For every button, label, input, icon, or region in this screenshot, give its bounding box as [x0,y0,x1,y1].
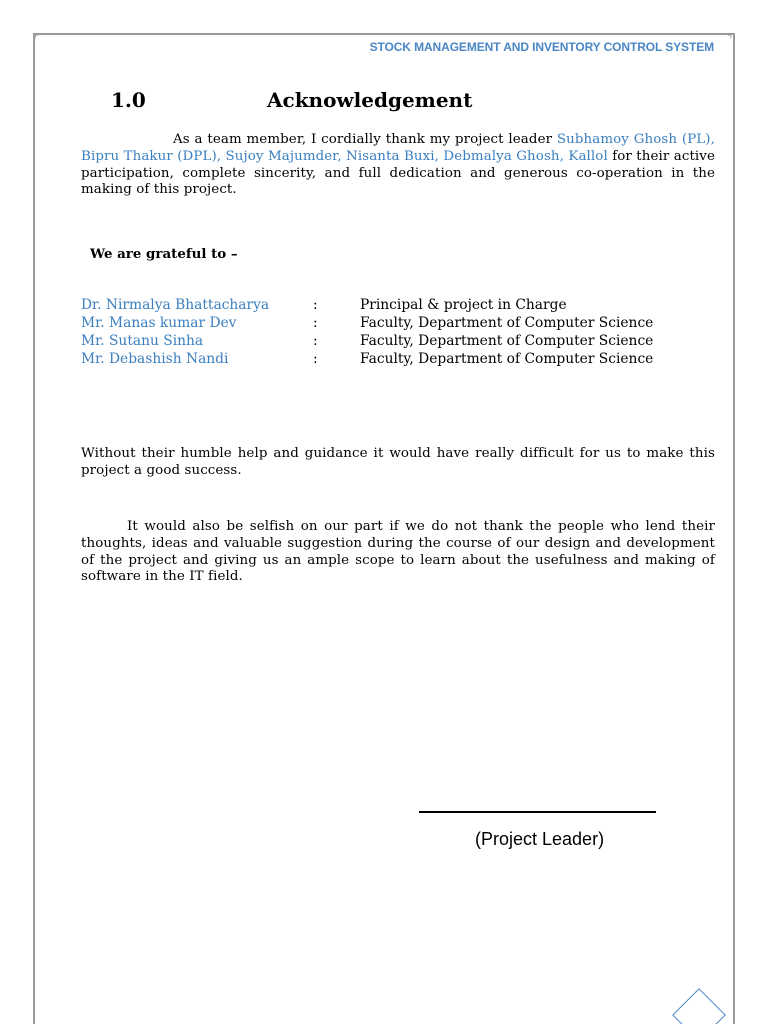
thanks-text: It would also be selfish on our part if we do not thank the people who lend their thoughts, ideas and valuable suggestion during the course of our design and development of the project and giving us an ample scope to learn about the usefulness and making of software in the IT field. [81,519,715,585]
person-row [81,332,721,350]
running-header: STOCK MANAGEMENT AND INVENTORY CONTROL SYSTEM [369,40,714,54]
person-separator: : [313,351,318,367]
person-name: Mr. Debashish Nandi [81,351,229,367]
person-separator: : [313,315,318,331]
person-role: Faculty, Department of Computer Science [360,333,654,349]
person-name: Mr. Manas kumar Dev [81,315,237,331]
intro-text-after: for their active participation, complete sincerity, and full dedication and generous co-operation in the making of this project. [81,148,715,198]
acknowledged-people-list [81,296,721,368]
intro-paragraph [81,132,715,199]
person-role: Faculty, Department of Computer Science [360,351,654,367]
signature-line [419,811,656,813]
corner-mark-right: ⌝ [727,33,733,46]
person-name: Dr. Nirmalya Bhattacharya [81,297,270,313]
thanks-paragraph [81,519,715,586]
intro-text-before: As a team member, I cordially thank my project leader [173,132,557,147]
person-separator: : [313,333,318,349]
person-row [81,350,721,368]
grateful-heading: We are grateful to – [90,246,238,262]
corner-mark-left: ⌜ [34,33,40,46]
person-row [81,296,721,314]
person-row [81,314,721,332]
person-separator: : [313,297,318,313]
person-role: Principal & project in Charge [360,297,567,313]
guidance-paragraph: Without their humble help and guidance it would have really difficult for us to make this project a good success. [81,446,715,478]
person-name: Mr. Sutanu Sinha [81,333,204,349]
team-names: Subhamoy Ghosh (PL), Bipru Thakur (DPL), Sujoy Majumder, Nisanta Buxi, Debmalya Ghosh, Kallol [81,132,715,164]
signature-label: (Project Leader) [475,829,605,849]
section-title: Acknowledgement [267,88,473,112]
section-number: 1.0 [111,88,146,112]
person-role: Faculty, Department of Computer Science [360,315,654,331]
